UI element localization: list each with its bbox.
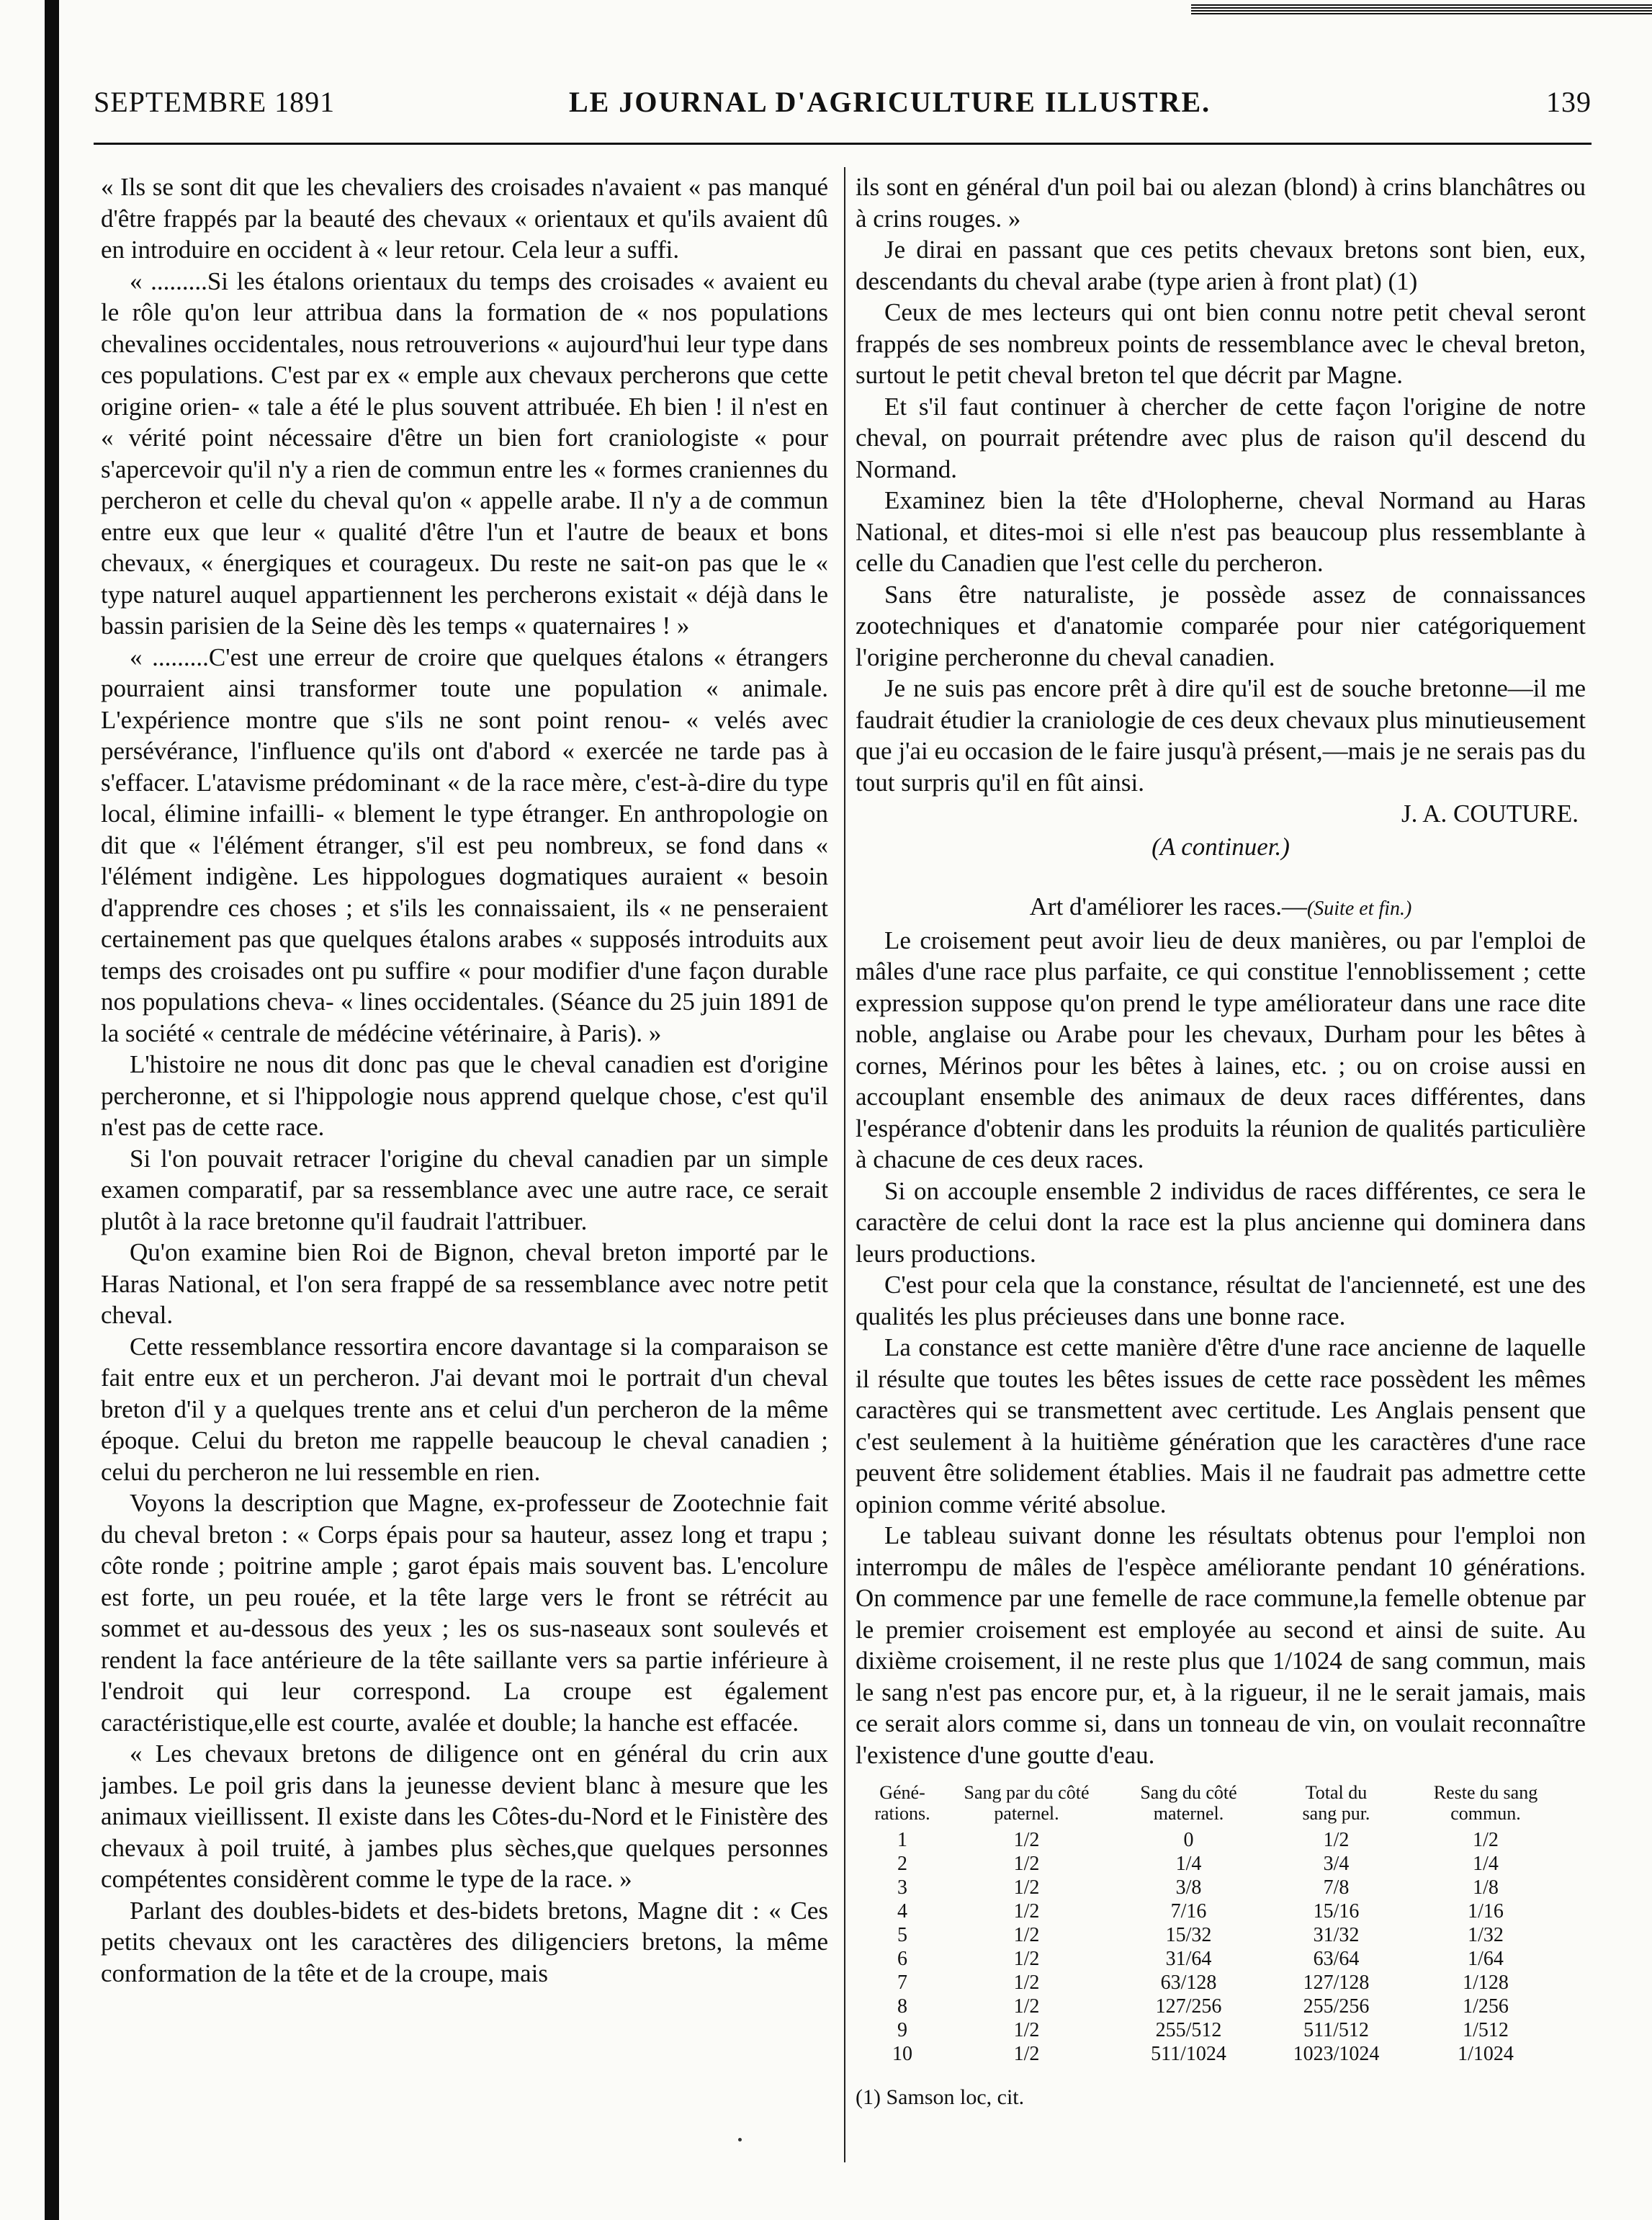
table-cell: 511/512 [1303,2019,1369,2041]
column-divider [844,167,845,2162]
table-cell: 1/2 [1013,1900,1040,1923]
table-cell: 1 [897,1829,907,1851]
table-cell: 5 [897,1924,907,1946]
table-cell: 8 [897,1995,907,2018]
table-cell: 1/2 [1013,2019,1040,2041]
paragraph: Qu'on examine bien Roi de Bignon, cheval breton importé par le Haras National, et l'on sera frappé de sa ressemblance avec notre petit cheval. [101,1238,828,1329]
table-cell: 3/8 [1175,1876,1202,1899]
left-column [101,171,828,1989]
header-rule [94,143,1592,145]
generations-table [856,1782,1586,2066]
paragraph: Sans être naturaliste, je possède assez de connaissances zootechniques et d'anatomie comparée pour nier catégoriquement l'origine percheronne du cheval canadien. [856,580,1586,671]
table-cell: 1/2 [1013,1971,1040,1994]
table-cell: 1/512 [1463,2019,1509,2041]
table-cell: 127/128 [1303,1971,1370,1994]
paragraph: Voyons la description que Magne, ex-professeur de Zootechnie fait du cheval breton : « Corps épais pour sa hauteur, assez long et trapu ; côte ronde ; poitrine ample ; garot épais mais souvent bas. L'encolure est forte, un peu rouée, et la tête large vers le front se rétrécit au sommet et au-dessous des yeux ; les os sus-naseaux sont soulevés et rendent la face antérieure de la tête saillante vers sa partie inférieure à l'endroit qui leur correspond. La croupe est également caractéristique,elle est courte, avalée et double; la hanche est effacée. [101,1489,828,1737]
header-date: SEPTEMBRE 1891 [94,86,336,118]
paragraph: Si l'on pouvait retracer l'origine du cheval canadien par un simple examen comparatif, par sa ressemblance avec une autre race, ce serait plutôt à la race bretonne qu'il faudrait l'attribuer. [101,1144,828,1235]
section-heading [856,891,1586,925]
table-cell: 9 [897,2019,907,2041]
table-cell: 1/32 [1468,1924,1504,1946]
paragraph: Et s'il faut continuer à chercher de cette façon l'origine de notre cheval, on pourrait prétendre avec plus de raison qu'il descend du Normand. [856,392,1586,483]
table-cell: 31/64 [1165,1948,1212,1970]
table-cell: 6 [897,1948,907,1970]
table-cell: 63/128 [1160,1971,1217,1994]
table-cell: 255/256 [1303,1995,1370,2018]
table-header-cell: Géné- rations. [874,1782,930,1824]
journal-title: LE JOURNAL D'AGRICULTURE ILLUSTRE. [569,86,1211,118]
footnote: (1) Samson loc, cit. [856,2085,1025,2109]
table-cell: 1/2 [1013,2043,1040,2065]
author-signature: J. A. COUTURE. [1401,800,1579,828]
table-cell: 15/16 [1313,1900,1360,1923]
table-cell: 7 [897,1971,907,1994]
table-cell: 1/2 [1013,1995,1040,2018]
section-title: Art d'améliorer les races.— [1029,892,1307,921]
paragraph: Parlant des doubles-bidets et des-bidets bretons, Magne dit : « Ces petits chevaux ont les caractères des diligenciers bretons, la même conformation de la tête et de la croupe, mais [101,1896,828,1987]
table-cell: 1/2 [1013,1829,1040,1851]
table-header-cell: Sang du côté maternel. [1140,1782,1237,1824]
page-binding-edge [45,0,59,2220]
table-cell: 1/2 [1013,1853,1040,1875]
table-header-cell: Total du sang pur. [1302,1782,1370,1824]
table-cell: 15/32 [1165,1924,1212,1946]
table-cell: 3 [897,1876,907,1899]
table-cell: 1/2 [1013,1876,1040,1899]
table-cell: 127/256 [1155,1995,1222,2018]
paragraph: Je dirai en passant que ces petits chevaux bretons sont bien, eux, descendants du cheval arabe (type arien à front plat) (1) [856,236,1586,295]
paragraph: C'est pour cela que la constance, résultat de l'ancienneté, est une des qualités les plus précieuses dans une bonne race. [856,1271,1586,1330]
section-subtitle: (Suite et fin.) [1306,898,1412,920]
top-decorative-rule [1191,4,1652,14]
table-cell: 1/8 [1473,1876,1499,1899]
continued-note: (A continuer.) [1152,832,1290,861]
paragraph: Ceux de mes lecteurs qui ont bien connu notre petit cheval seront frappés de ses nombreux points de ressemblance avec le cheval breton, surtout le petit cheval breton tel que décrit par Magne. [856,298,1586,389]
table-cell: 0 [1183,1829,1194,1851]
table-header-cell: Sang par du côté paternel. [964,1782,1090,1824]
table-cell: 255/512 [1155,2019,1222,2041]
table-cell: 1/2 [1323,1829,1350,1851]
table-cell: 1/2 [1473,1829,1499,1851]
paragraph: Je ne suis pas encore prêt à dire qu'il est de souche bretonne—il me faudrait étudier la craniologie de ces deux chevaux plus minutieusement que j'ai eu occasion de le faire jusqu'à présent,—mais je ne serais pas du tout surpris qu'il en fût ainsi. [856,674,1586,797]
table-cell: 1/4 [1473,1853,1499,1875]
paragraph: L'histoire ne nous dit donc pas que le cheval canadien est d'origine percheronne, et si l'hippologie nous apprend quelque chose, c'est qu'il n'est pas de cette race. [101,1050,828,1141]
table-header-cell: Reste du sang commun. [1433,1782,1538,1824]
paragraph: « .........C'est une erreur de croire que quelques étalons « étrangers pourraient ainsi transformer toute une population « animale. L'expérience montre que s'ils ne sont point renou- « velés avec persévérance, l'influence qu'ils ont d'abord « exercée ne tarde pas à s'effacer. L'atavisme prédominant « de la race mère, c'est-à-dire du type local, élimine infailli- « blement le type étranger. En anthropologie on dit que « l'élément étranger, s'il est peu nombreux, se fond dans « l'élément indigène. Les hippologues dogmatiques auraient « besoin d'apprendre ces choses ; et s'ils les connaissaient, ils « ne penseraient certainement pas que quelques étalons arabes « supposés introduits aux temps des croisades ont pu suffire « pour modifier d'une façon durable nos populations cheva- « lines occidentales. (Séance du 25 juin 1891 de la société « centrale de médécine vétérinaire, à Paris). » [101,643,828,1047]
paragraph: « .........Si les étalons orientaux du temps des croisades « avaient eu le rôle qu'on leur attribua dans la formation de « nos populations chevalines occidentales, nous retrouverions « aujourd'hui leur type dans ces populations. C'est par ex « emple aux chevaux percherons que cette origine orien- « tale a été le plus souvent attribuée. Eh bien ! il n'est en « vérité point nécessaire d'être un bien fort craniologiste « pour s'apercevoir qu'il n'y a rien de commun entre les « formes craniennes du percheron et celle du cheval qu'on « appelle arabe. Il n'y a de commun entre eux que leur « qualité d'être l'un et l'autre de beaux et bons chevaux, « énergiques et courageux. Du reste ne sait-on pas que le « type naturel auquel appartiennent les percherons existait « déjà dans le bassin parisien de la Seine dès les temps « quaternaires ! » [101,267,828,640]
paragraph: « Ils se sont dit que les chevaliers des croisades n'avaient « pas manqué d'être frappés par la beauté des chevaux « orientaux et qu'ils avaient dû en introduire en occident à « leur retour. Cela leur a suffi. [101,173,828,264]
table-cell: 1/256 [1463,1995,1509,2018]
table-cell: 1/128 [1463,1971,1509,1994]
table-cell: 1023/1024 [1293,2043,1380,2065]
page-mark [738,2138,742,2141]
table-cell: 1/64 [1468,1948,1504,1970]
paragraph: Examinez bien la tête d'Holopherne, cheval Normand au Haras National, et dites-moi si elle n'est pas beaucoup plus ressemblante à celle du Canadien que l'est celle du percheron. [856,486,1586,577]
right-column [856,171,1586,2113]
page-number: 139 [1546,86,1592,118]
table-cell: 3/4 [1323,1853,1350,1875]
paragraph: « Les chevaux bretons de diligence ont en général du crin aux jambes. Le poil gris dans la jeunesse devient blanc à mesure que les animaux vieillissent. Il existe dans les Côtes-du-Nord et le Finistère des chevaux à poil truité, à jambes plus sèches,que quelques personnes compétentes considèrent comme le type de la race. » [101,1740,828,1893]
paragraph: ils sont en général d'un poil bai ou alezan (blond) à crins blanchâtres ou à crins rouges. » [856,173,1586,233]
paragraph: Si on accouple ensemble 2 individus de races différentes, ce sera le caractère de celui dont la race est la plus ancienne qui dominera dans leurs productions. [856,1176,1586,1268]
paragraph: Le croisement peut avoir lieu de deux manières, ou par l'emploi de mâles d'une race plus parfaite, ce qui constitue l'ennoblissement ; cette expression suppose qu'on prend le type améliorateur dans une race dite noble, anglaise ou Arabe pour les chevaux, Durham pour les bêtes à cornes, Mérinos pour les bêtes à laines, etc. ; ou on croise aussi en accouplant ensemble des animaux de deux races différentes, dans l'espérance d'obtenir dans les produits la réunion de qualités particulière à chacune de ces deux races. [856,926,1586,1173]
table-cell: 1/2 [1013,1948,1040,1970]
table-cell: 1/2 [1013,1924,1040,1946]
table-cell: 1/1024 [1458,2043,1514,2065]
table-cell: 511/1024 [1151,2043,1226,2065]
table-cell: 31/32 [1313,1924,1360,1946]
table-cell: 1/16 [1468,1900,1504,1923]
table-cell: 2 [897,1853,907,1875]
table-cell: 1/4 [1175,1853,1202,1875]
page-header [94,85,1592,128]
table-cell: 4 [897,1900,907,1923]
table-cell: 7/16 [1170,1900,1207,1923]
table-cell: 10 [892,2043,912,2065]
paragraph: Le tableau suivant donne les résultats obtenus pour l'emploi non interrompu de mâles de l'espèce améliorante pendant 10 générations. On commence par une femelle de race commune,la femelle obtenue par le premier croisement est employée au second et ainsi de suite. Au dixième croisement, il ne reste plus que 1/1024 de sang commun, mais le sang n'est pas encore pur, et, à la rigueur, il ne le serait jamais, mais ce serait alors comme si, dans un tonneau de vin, on voulait reconnaître l'existence d'une goutte d'eau. [856,1521,1586,1769]
paragraph: Cette ressemblance ressortira encore davantage si la comparaison se fait entre eux et un percheron. J'ai devant moi le portrait d'un cheval breton d'il y a quelques trente ans et celui d'un percheron de la même époque. Celui du breton me rappelle beaucoup le cheval canadien ; celui du percheron ne lui ressemble en rien. [101,1332,828,1486]
paragraph: La constance est cette manière d'être d'une race ancienne de laquelle il résulte que toutes les bêtes issues de cette race possèdent les mêmes caractères qui se transmettent avec certitude. Les Anglais pensent que c'est seulement à la huitième génération que les caractères d'une race peuvent être solidement établies. Mais il ne faudrait pas admettre cette opinion comme vérité absolue. [856,1333,1586,1518]
table-cell: 7/8 [1323,1876,1350,1899]
table-cell: 63/64 [1313,1948,1360,1970]
